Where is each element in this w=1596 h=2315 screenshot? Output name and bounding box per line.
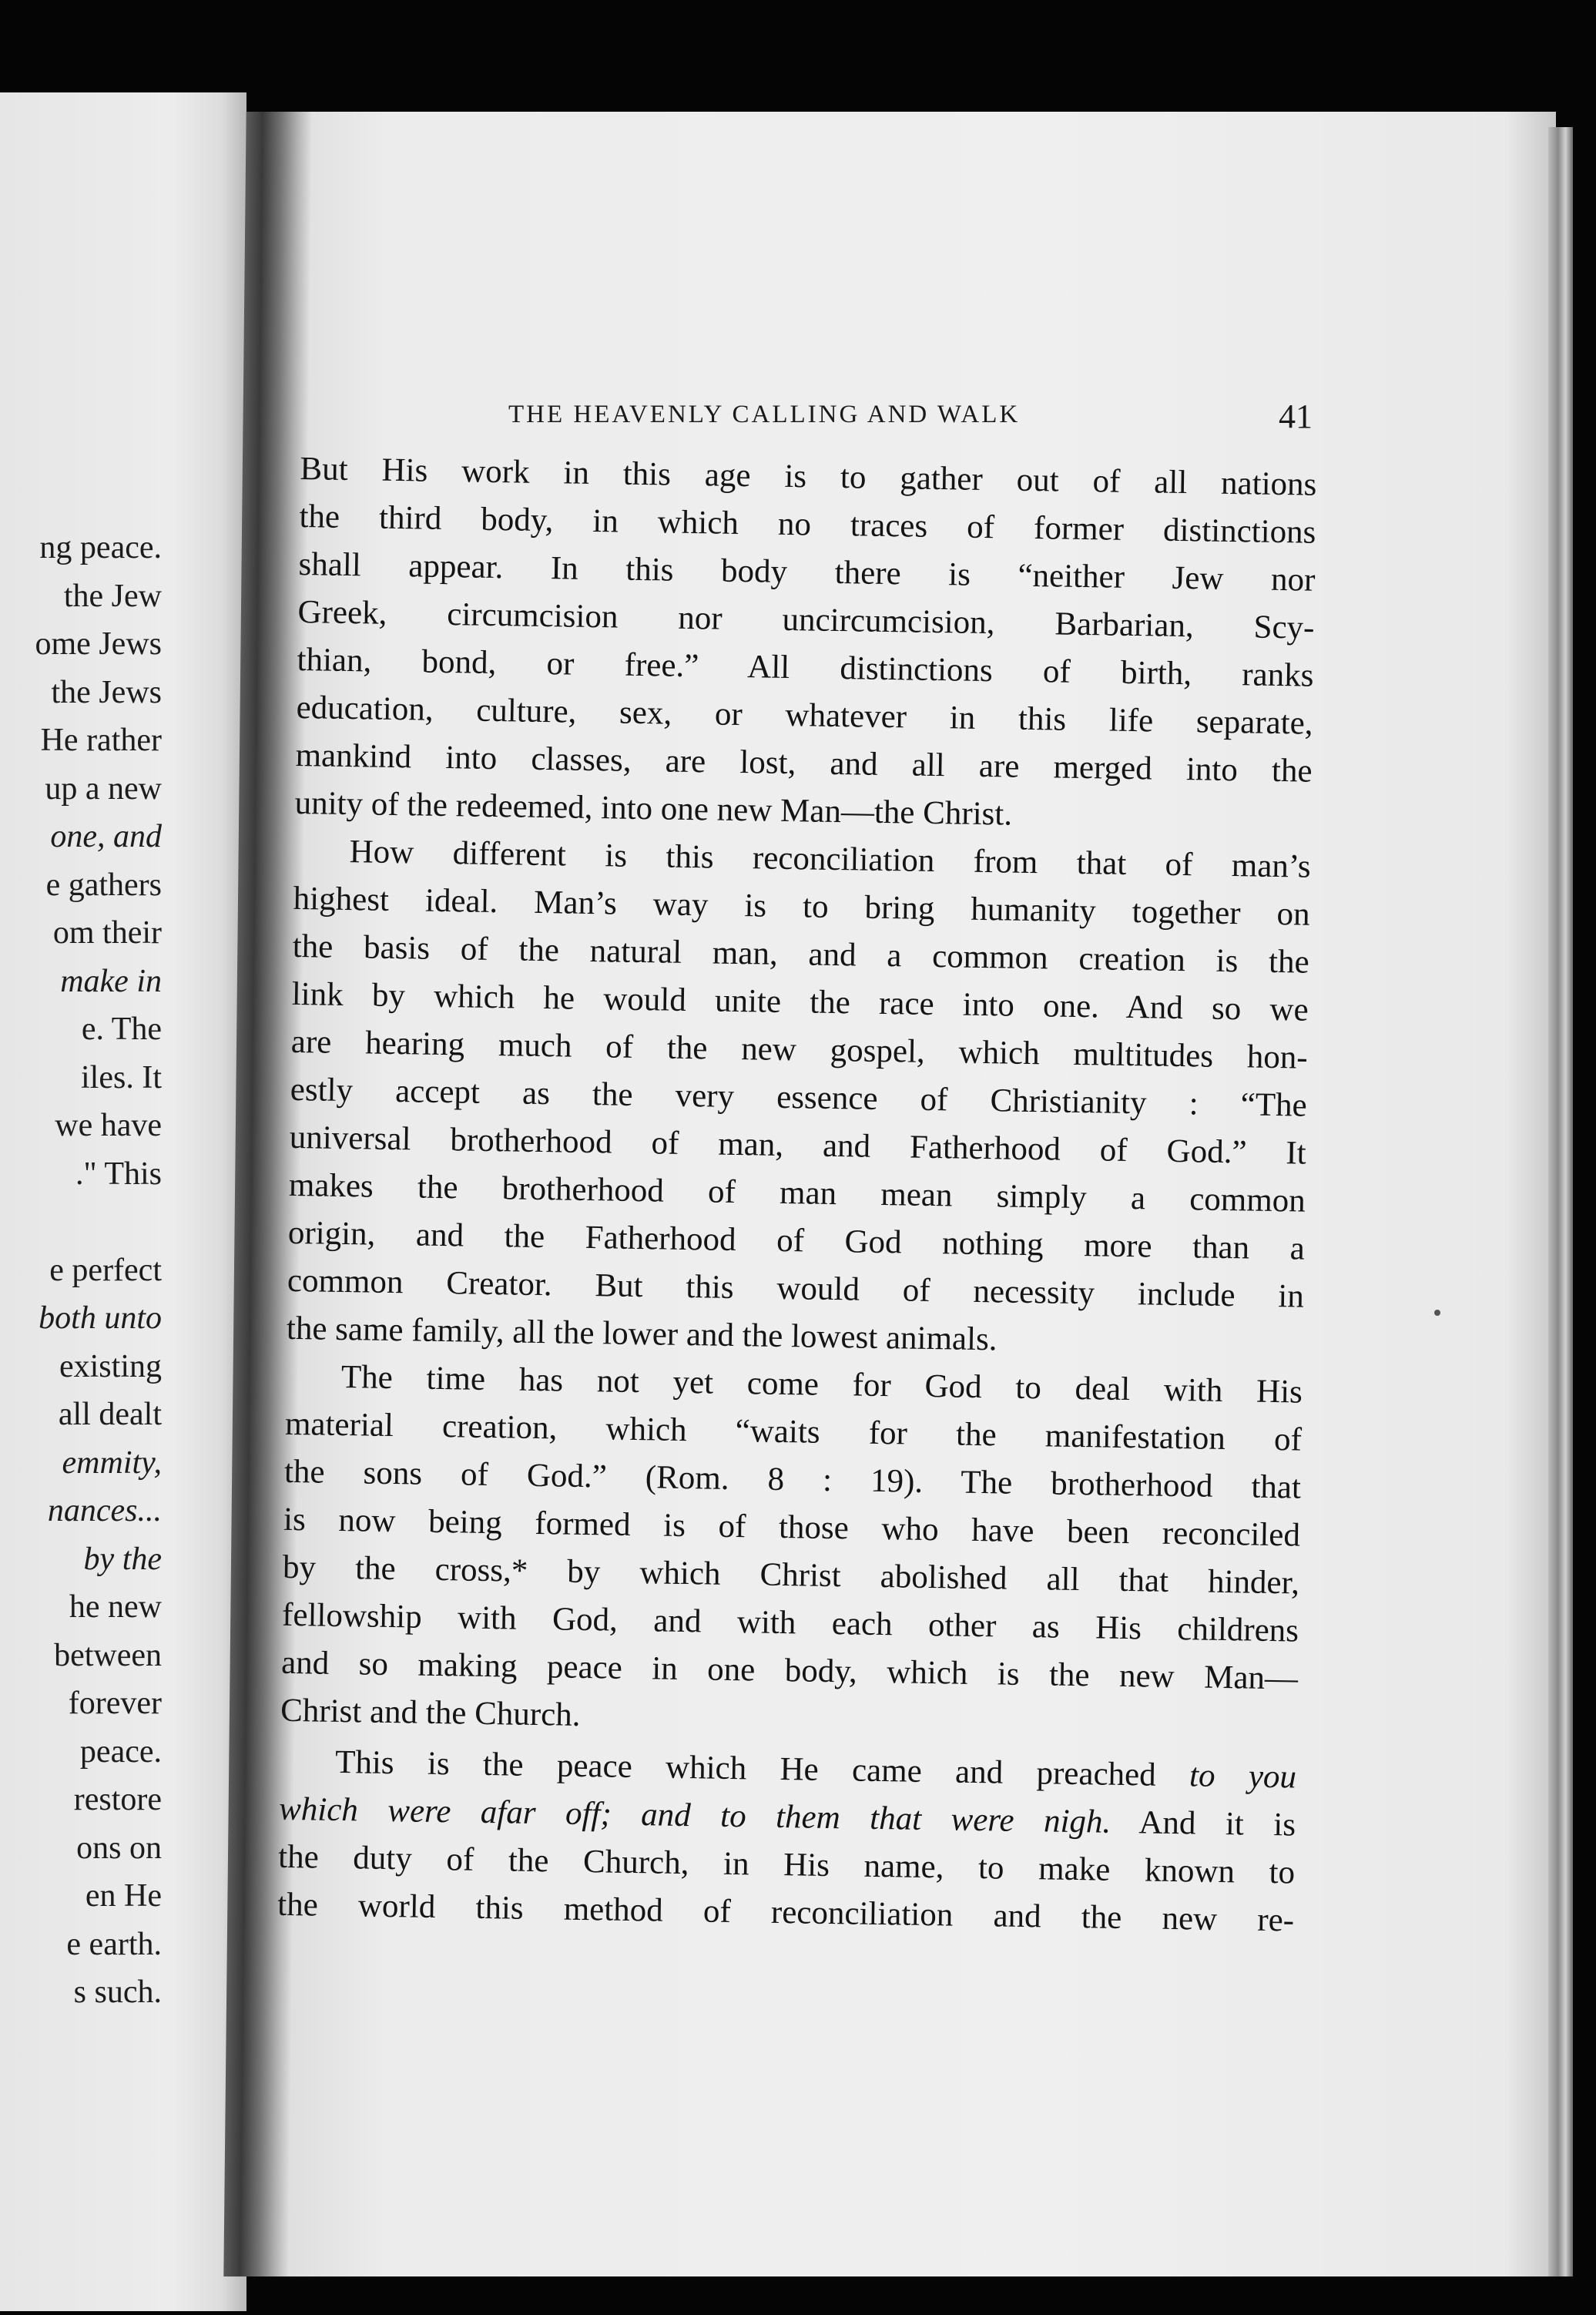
previous-page-line: e perfect (49, 1252, 162, 1288)
body-line: by the cross,* by which Christ abolished all that hinder, (282, 1548, 1300, 1602)
body-line-roman: This is the peace which He came and preached (334, 1743, 1157, 1793)
body-line: How different is this reconciliation from that of man’s (349, 834, 1311, 885)
previous-page-line: He rather (40, 723, 162, 758)
previous-page-line: we have (55, 1108, 162, 1143)
body-line: the sons of God.” (Rom. 8 : 19). The brotherhood that (283, 1453, 1302, 1506)
previous-page-line: ome Jews (35, 626, 162, 662)
previous-page-line: forever (68, 1686, 162, 1721)
body-line: the same family, all the lower and the lowest animals. (286, 1310, 998, 1358)
body-line: origin, and the Fatherhood of God nothing more than a (287, 1214, 1306, 1267)
body-line-italic: which were afar off; and to them that were nigh. (278, 1790, 1112, 1840)
previous-page-line: ons on (76, 1830, 162, 1866)
body-line-roman: And it is (1138, 1804, 1296, 1844)
previous-page-line: the Jews (51, 674, 162, 710)
body-line: fellowship with God, and with each other as His childrens (281, 1596, 1299, 1649)
previous-page-line: he new (69, 1589, 162, 1625)
previous-page-line: nances... (47, 1493, 162, 1528)
previous-page-line: e gathers (45, 867, 162, 903)
previous-page-line: between (54, 1637, 162, 1673)
body-line: the duty of the Church, in His name, to make known to (277, 1838, 1296, 1891)
previous-page-line: both unto (39, 1300, 162, 1336)
page-edge (1548, 127, 1573, 2276)
previous-page-line: emmity, (62, 1444, 162, 1481)
previous-page-line: e earth. (66, 1926, 162, 1962)
body-line: is now being formed is of those who have been reconciled (283, 1501, 1301, 1554)
previous-page-line: all dealt (58, 1397, 162, 1432)
previous-page-line: ." This (75, 1156, 162, 1192)
body-line: thian, bond, or free.” All distinctions of birth, ranks (297, 641, 1314, 694)
previous-page (0, 92, 246, 2311)
body-line: mankind into classes, are lost, and all are merged into the (295, 736, 1313, 790)
body-line: Greek, circumcision nor uncircumcision, Barbarian, Scy- (297, 593, 1315, 646)
previous-page-line: restore (73, 1782, 162, 1817)
body-line: But His work in this age is to gather out of all nations (300, 450, 1317, 503)
previous-page-line: by the (83, 1541, 162, 1577)
paper-speck (1434, 1310, 1440, 1316)
body-line: material creation, which “waits for the manifestation of (284, 1405, 1303, 1458)
previous-page-line: the Jew (63, 578, 162, 614)
previous-page-line: s such. (73, 1974, 162, 2010)
previous-page-line: make in (60, 963, 162, 999)
previous-page-line: e. The (81, 1012, 162, 1047)
page-number: 41 (1279, 398, 1313, 435)
running-head: THE HEAVENLY CALLING AND WALK (508, 401, 1021, 428)
body-line: the third body, in which no traces of former distinctions (299, 498, 1316, 551)
body-line: makes the brotherhood of man mean simply a common (288, 1166, 1306, 1220)
body-line-italic: to you (1189, 1757, 1297, 1796)
previous-page-line: peace. (79, 1733, 162, 1770)
body-line: are hearing much of the new gospel, which multitudes hon- (290, 1023, 1309, 1076)
previous-page-text (0, 524, 162, 2017)
previous-page-line: iles. It (81, 1059, 162, 1095)
body-line: the basis of the natural man, and a common creation is the (292, 928, 1309, 981)
body-line: link by which he would unite the race into one. And so we (291, 975, 1309, 1028)
body-line: universal brotherhood of man, and Fatherhood of God.” It (289, 1119, 1307, 1172)
body-line: The time has not yet come for God to deal with His (340, 1358, 1303, 1411)
previous-page-line: one, and (50, 819, 162, 854)
previous-page-line: up a new (45, 770, 162, 807)
body-line: education, culture, sex, or whatever in this life separate, (296, 689, 1313, 742)
body-line: common Creator. But this would of necessity include in (287, 1262, 1305, 1315)
previous-page-line: ng peace. (39, 530, 162, 565)
previous-page-line: en He (85, 1878, 162, 1914)
body-line: the world this method of reconciliation and the new re- (277, 1886, 1295, 1939)
body-line: estly accept as the very essence of Christianity : “The (290, 1071, 1308, 1124)
body-line: shall appear. In this body there is “neither Jew nor (298, 545, 1316, 599)
body-line: unity of the redeemed, into one new Man—the Christ. (294, 784, 1013, 833)
body-line: highest ideal. Man’s way is to bring humanity together on (293, 880, 1310, 933)
previous-page-line (0, 1198, 162, 1246)
body-line: Christ and the Church. (280, 1692, 581, 1733)
page-body (277, 445, 1317, 1944)
body-line: and so making peace in one body, which is the new Man— (280, 1644, 1299, 1697)
previous-page-line: om their (52, 915, 162, 951)
previous-page-line: existing (59, 1348, 162, 1384)
